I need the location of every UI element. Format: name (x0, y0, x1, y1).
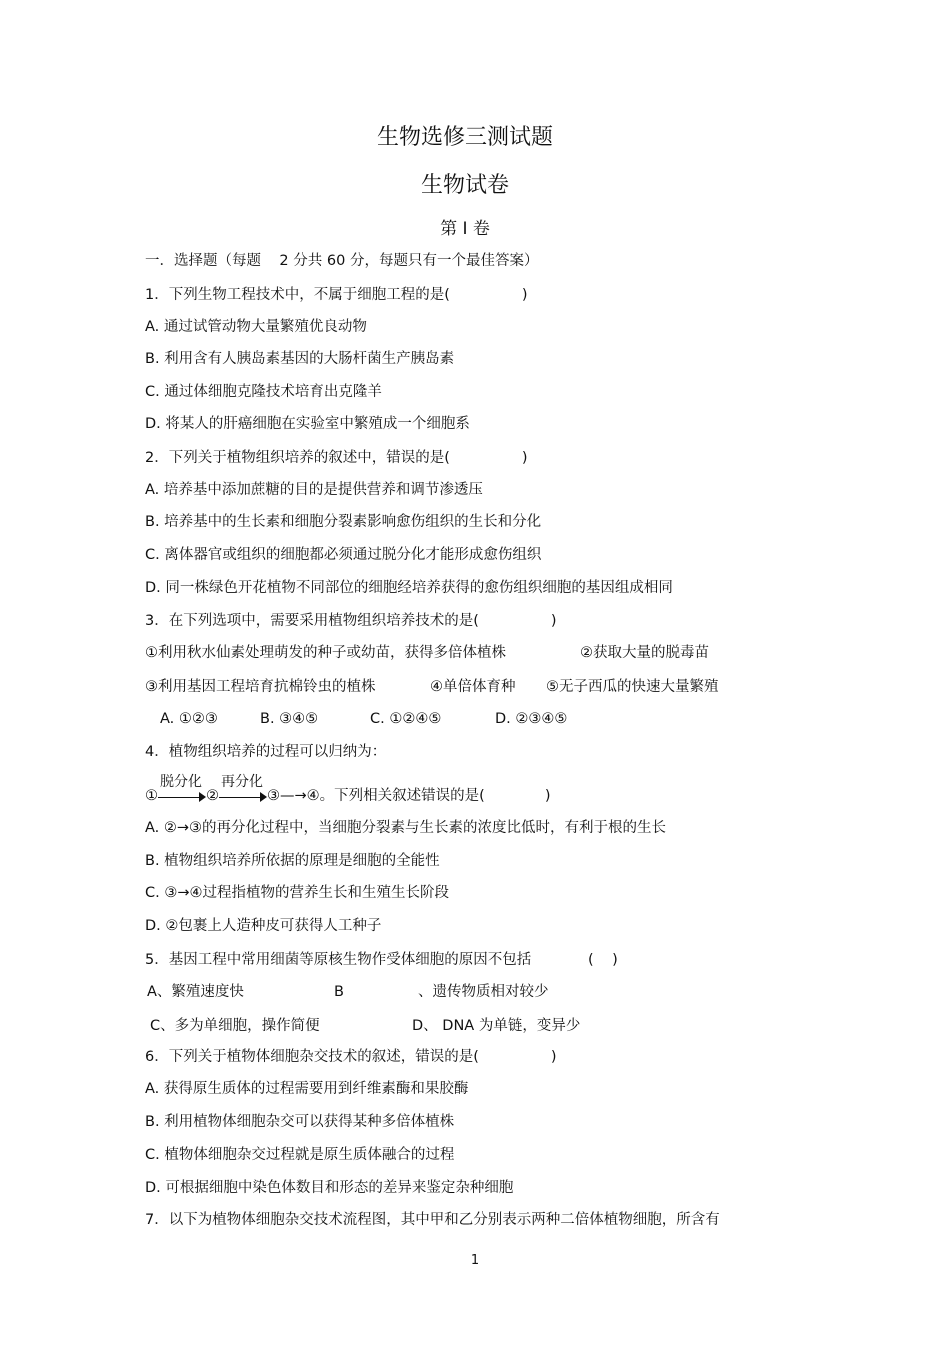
question-3-option-a: A. ①②③ (160, 711, 218, 727)
question-6-option-d: D. 可根据细胞中染色体数目和形态的差异来鉴定杂种细胞 (145, 1180, 514, 1196)
process-arrow-1: 脱分化 (158, 787, 206, 805)
process-arrow-2: 再分化 (219, 787, 267, 805)
question-5-option-c: C、多为单细胞，操作简便 (150, 1018, 320, 1034)
question-5-option-a: A、繁殖速度快 (147, 984, 244, 1000)
question-1-option-a: A. 通过试管动物大量繁殖优良动物 (145, 319, 367, 335)
question-3-option-c: C. ①②④⑤ (370, 711, 442, 727)
document-title: 生物选修三测试题 (376, 125, 553, 150)
question-6-option-c: C. 植物体细胞杂交过程就是原生质体融合的过程 (145, 1147, 455, 1163)
question-3-item-1: ①利用秋水仙素处理萌发的种子或幼苗，获得多倍体植株 (145, 645, 506, 661)
question-5-stem: 5．基因工程中常用细菌等原核生物作受体细胞的原因不包括 (145, 952, 532, 968)
question-2-option-a: A. 培养基中添加蔗糖的目的是提供营养和调节渗透压 (145, 482, 483, 498)
question-3-item-4: ④单倍体育种 (430, 679, 516, 695)
question-4-option-d: D. ②包裹上人造种皮可获得人工种子 (145, 918, 382, 934)
question-3-stem: 3．在下列选项中，需要采用植物组织培养技术的是( ) (145, 613, 557, 629)
question-3-item-2: ②获取大量的脱毒苗 (580, 645, 709, 661)
question-7-stem: 7．以下为植物体细胞杂交技术流程图，其中甲和乙分别表示两种二倍体植物细胞，所含有 (145, 1212, 720, 1228)
question-6-stem: 6．下列关于植物体细胞杂交技术的叙述，错误的是( ) (145, 1049, 557, 1065)
question-4-option-a: A. ②→③的再分化过程中，当细胞分裂素与生长素的浓度比低时，有利于根的生长 (145, 820, 667, 836)
question-6-option-a: A. 获得原生质体的过程需要用到纤维素酶和果胶酶 (145, 1081, 469, 1097)
question-5-answer-paren: ( ) (588, 952, 618, 968)
question-3-item-3: ③利用基因工程培育抗棉铃虫的植株 (145, 679, 376, 695)
question-2-option-d: D. 同一株绿色开花植物不同部位的细胞经培养获得的愈伤组织细胞的基因组成相同 (145, 580, 673, 596)
question-6-option-b: B. 利用植物体细胞杂交可以获得某种多倍体植株 (145, 1114, 455, 1130)
question-1-option-c: C. 通过体细胞克隆技术培育出克隆羊 (145, 384, 382, 400)
question-3-option-b: B. ③④⑤ (260, 711, 319, 727)
question-2-stem: 2．下列关于植物组织培养的叙述中，错误的是( ) (145, 450, 528, 466)
document-subtitle: 生物试卷 (420, 173, 509, 198)
volume-label: 第 I 卷 (440, 219, 490, 239)
question-1-option-d: D. 将某人的肝癌细胞在实验室中繁殖成一个细胞系 (145, 416, 470, 432)
question-1-option-b: B. 利用含有人胰岛素基因的大肠杆菌生产胰岛素 (145, 351, 455, 367)
question-4-option-c: C. ③→④过程指植物的营养生长和生殖生长阶段 (145, 885, 449, 901)
page-number: 1 (470, 1253, 480, 1268)
question-3-item-5: ⑤无子西瓜的快速大量繁殖 (546, 679, 719, 695)
section-heading: 一．选择题（每题 2 分共 60 分，每题只有一个最佳答案） (145, 253, 539, 269)
question-5-option-b-letter: B (334, 984, 344, 1000)
question-2-option-c: C. 离体器官或组织的细胞都必须通过脱分化才能形成愈伤组织 (145, 547, 542, 563)
question-4-process: ① 脱分化 ② 再分化 ③—→④。下列相关叙述错误的是( ) (145, 774, 551, 804)
question-4-stem: 4．植物组织培养的过程可以归纳为： (145, 744, 387, 760)
question-5-option-d: D、 DNA 为单链，变异少 (412, 1018, 581, 1034)
question-5-option-b-text: 、遗传物质相对较少 (418, 984, 549, 1000)
question-3-option-d: D. ②③④⑤ (495, 711, 568, 727)
question-1-stem: 1．下列生物工程技术中，不属于细胞工程的是( ) (145, 287, 528, 303)
question-4-option-b: B. 植物组织培养所依据的原理是细胞的全能性 (145, 853, 440, 869)
question-2-option-b: B. 培养基中的生长素和细胞分裂素影响愈伤组织的生长和分化 (145, 514, 542, 530)
